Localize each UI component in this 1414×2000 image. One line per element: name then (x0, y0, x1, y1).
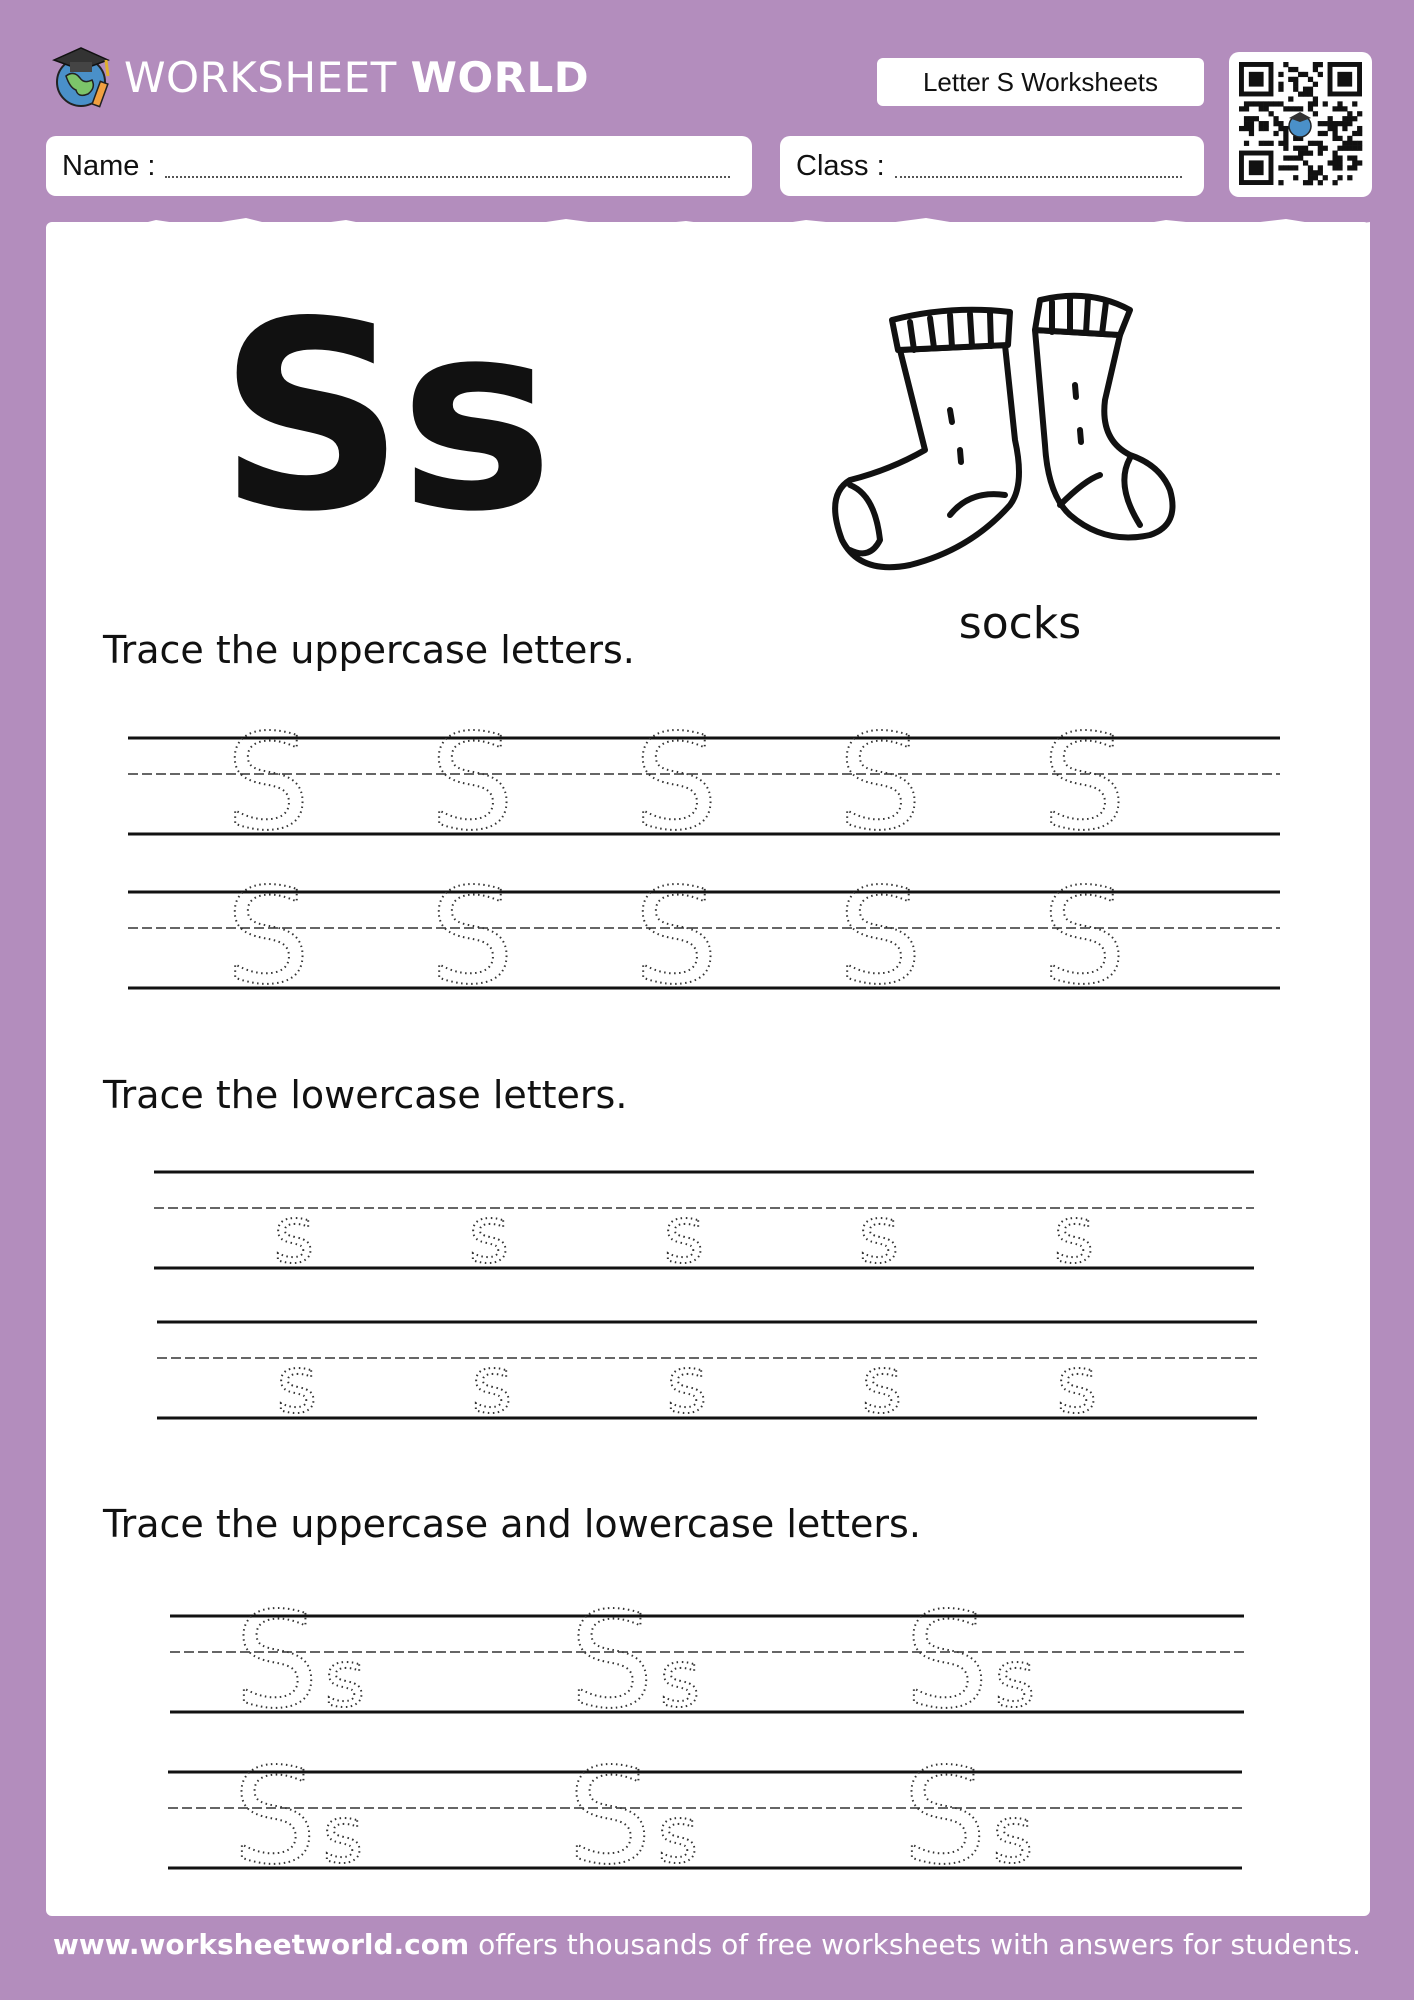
tracing-letter: s (858, 1191, 900, 1281)
hero-letter: Ss (218, 267, 549, 569)
name-label: Name : (62, 149, 156, 182)
name-writing-line[interactable] (165, 154, 730, 178)
brand-name-bold: WORLD (410, 52, 590, 102)
brand-name (124, 53, 589, 102)
tracing-letter: S (430, 728, 514, 848)
tracing-letter: s (663, 1191, 705, 1281)
footer-site-link[interactable]: www.worksheetworld.com (53, 1928, 470, 1961)
qr-code-icon (1229, 52, 1372, 197)
tracing-letter: S (1042, 728, 1126, 848)
name-field[interactable] (46, 136, 752, 196)
instruction-lowercase: Trace the lowercase letters. (103, 1073, 628, 1117)
tracing-letter: s (273, 1191, 315, 1281)
tracing-letter: S (838, 728, 922, 848)
socks-icon (830, 290, 1200, 600)
picture-word: socks (958, 598, 1082, 649)
tracing-letter: S (634, 728, 718, 848)
tracing-letter: Ss (569, 1606, 701, 1726)
globe-graduate-icon (46, 42, 116, 112)
instruction-uppercase: Trace the uppercase letters. (103, 628, 635, 672)
brand-name-light: WORKSHEET (124, 52, 397, 102)
tracing-letter: s (471, 1341, 513, 1431)
footer (0, 1928, 1414, 1961)
qr-code (1229, 52, 1372, 197)
instruction-mixed: Trace the uppercase and lowercase letters. (103, 1502, 921, 1546)
tracing-letter: s (1056, 1341, 1098, 1431)
tracing-letter: Ss (234, 1606, 366, 1726)
tracing-letter: S (838, 882, 922, 1002)
tracing-row-upper-1[interactable] (128, 728, 1280, 848)
class-writing-line[interactable] (895, 154, 1182, 178)
tracing-letter: s (666, 1341, 708, 1431)
topic-badge: Letter S Worksheets (877, 58, 1204, 106)
torn-paper-edge (46, 210, 1370, 250)
tracing-letter: Ss (902, 1762, 1034, 1882)
tracing-row-mixed-1[interactable] (170, 1606, 1244, 1726)
tracing-letter: S (430, 882, 514, 1002)
tracing-letter: S (1042, 882, 1126, 1002)
class-label: Class : (796, 149, 885, 182)
tracing-letter: S (226, 882, 310, 1002)
tracing-row-lower-1[interactable] (154, 1162, 1254, 1282)
tracing-letter: S (226, 728, 310, 848)
tracing-row-mixed-2[interactable] (168, 1762, 1242, 1882)
tracing-letter: s (1053, 1191, 1095, 1281)
tracing-letter: S (634, 882, 718, 1002)
tracing-letter: s (861, 1341, 903, 1431)
tracing-letter: Ss (232, 1762, 364, 1882)
tracing-letter: s (468, 1191, 510, 1281)
brand-logo (46, 42, 589, 112)
tracing-letter: Ss (904, 1606, 1036, 1726)
tracing-letter: Ss (567, 1762, 699, 1882)
footer-text: offers thousands of free worksheets with answers for students. (469, 1928, 1361, 1961)
class-field[interactable] (780, 136, 1204, 196)
tracing-letter: s (276, 1341, 318, 1431)
tracing-row-upper-2[interactable] (128, 882, 1280, 1002)
tracing-row-lower-2[interactable] (157, 1312, 1257, 1432)
